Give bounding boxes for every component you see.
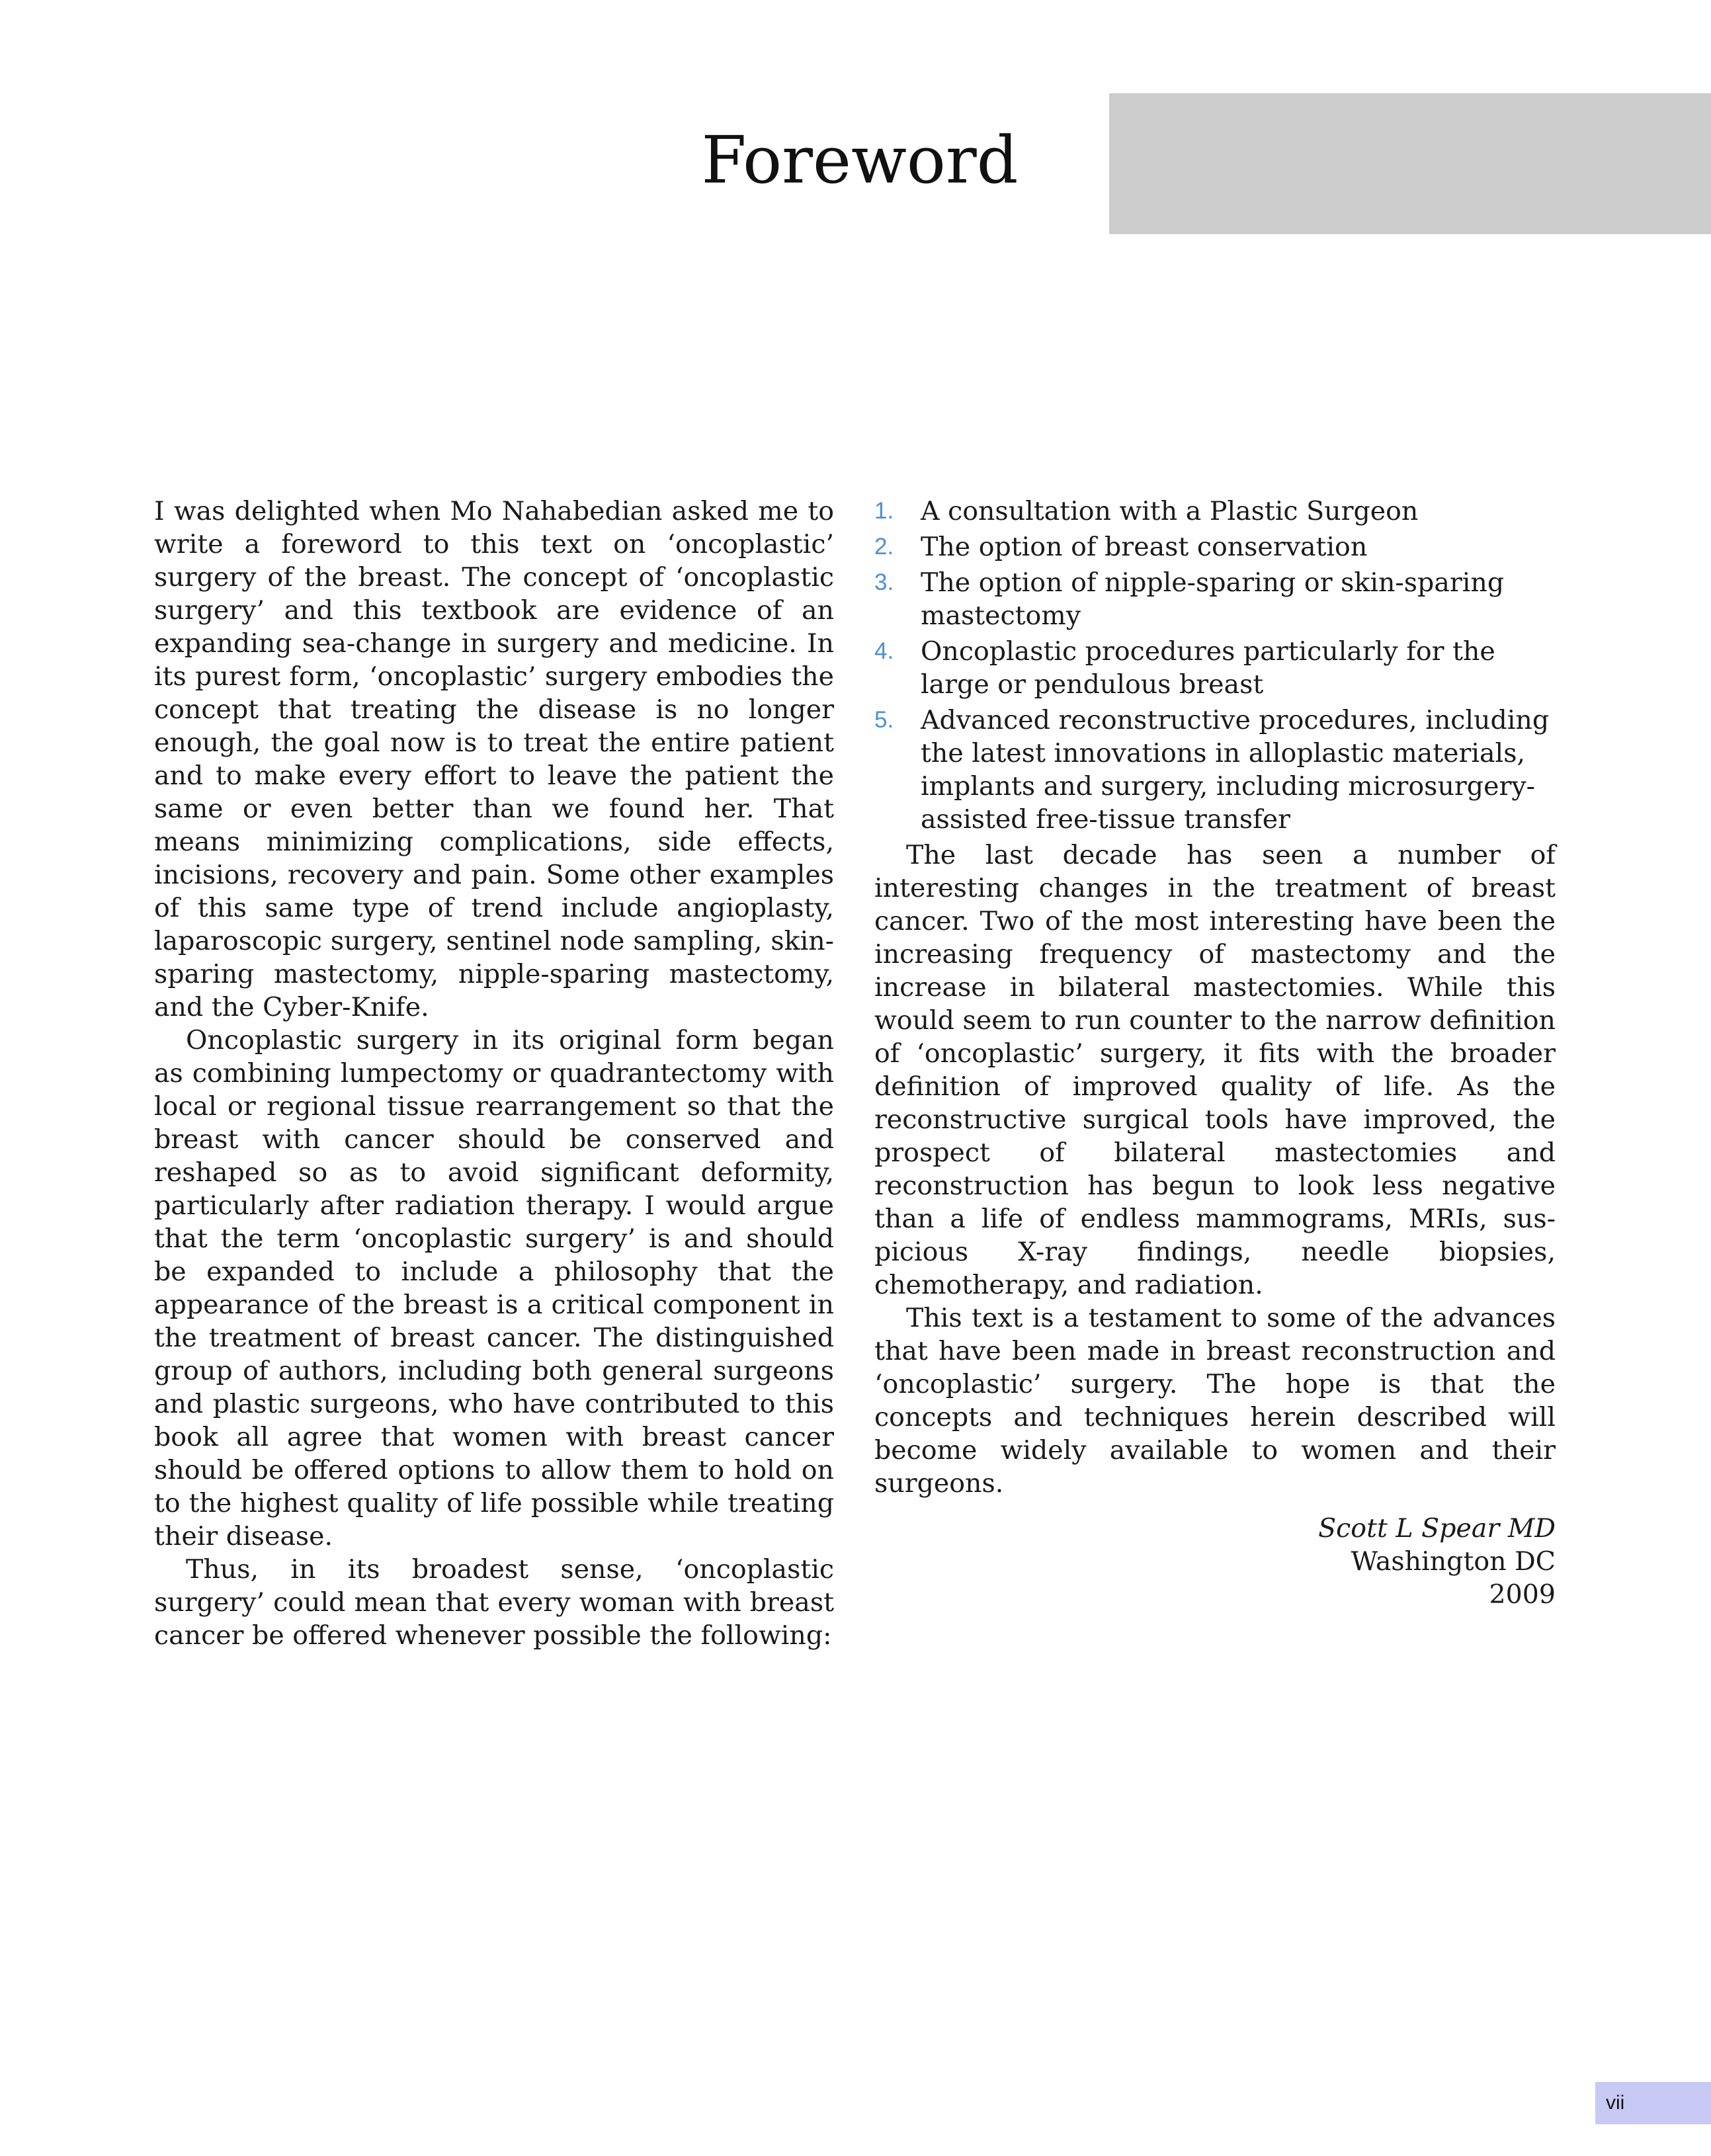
paragraph-last-decade: The last decade has seen a number of interesting changes in the treatment of breast cancer. Two of the most interesting have been the increasing frequency of mastectomy and the increase in bilateral mastectomies. While this would seem to run counter to the narrow definition of ‘oncoplastic’ surgery, it fits with the broader definition of improved quality of life. As the reconstructive surgical tools have improved, the prospect of bilateral mastectomies and reconstruction has begun to look less negative than a life of endless mammograms, MRIs, suspicious X-ray findings, needle biopsies, chemotherapy, and radiation. [874,840,1556,1300]
list-text: Oncoplastic procedures particularly for the large or pendulous breast [921,636,1495,700]
paragraph-oncoplastic-origin: Oncoplastic surgery in its original form began as combining lumpectomy or quadrantectomy with local or regional tissue rearrangement so that the breast with cancer should be conserved and reshaped so as to avoid significant deformity, particularly after radiation therapy. I would argue that the term ‘oncoplastic surgery’ is and should be expanded to include a philosophy that the appearance of the breast is a critical component in the treatment of breast cancer. The distinguished group of authors, including both general surgeons and plastic surgeons, who have contributed to this book all agree that women with breast cancer should be offered options to allow them to hold on to the highest quality of life possible while treating their disease. [154,1025,834,1552]
list-number: 4. [874,638,894,664]
list-number: 2. [874,534,894,560]
paragraph-intro: I was delighted when Mo Nahabedian asked me to write a foreword to this text on ‘oncoplastic’ surgery of the breast. The concept of ‘oncoplastic surgery’ and this textbook are evidence of an expanding sea-change in surgery and medicine. In its purest form, ‘oncoplastic’ surgery embodies the concept that treating the disease is no longer enough, the goal now is to treat the entire patient and to make every effort to leave the patient the same or even better than we found her. That means minimizing complications, side effects, incisions, recovery and pain. Some other examples of this same type of trend include angioplasty, laparoscopic surgery, sentinel node sampling, skin-sparing mastectomy, nipple-sparing mastectomy, and the Cyber-Knife. [154,496,834,1022]
list-item [874,704,1556,836]
list-text: The option of breast conservation [921,532,1368,562]
list-text: A consultation with a Plastic Surgeon [921,496,1419,526]
signoff-year: 2009 [1489,1579,1556,1610]
right-column [874,495,1556,1611]
signoff [874,1512,1556,1611]
list-number: 3. [874,569,894,595]
list-text: Advanced reconstructive procedures, including the latest innovations in alloplastic materials, implants and surgery, including microsurgery-assisted free-tissue transfer [921,705,1550,835]
left-column [154,495,834,1652]
signoff-location: Washington DC [1351,1546,1556,1577]
list-item [874,635,1556,701]
page-title: Foreword [701,123,1019,198]
list-item [874,495,1556,528]
list-number: 1. [874,498,894,524]
list-text: The option of nipple-sparing or skin-sparing mastectomy [921,567,1505,631]
options-list [874,495,1556,836]
page-number: vii [1595,2082,1711,2124]
list-item [874,566,1556,632]
header-decorative-block [1109,93,1711,234]
list-number: 5. [874,707,894,733]
paragraph-broadest-sense: Thus, in its broadest sense, ‘oncoplastic surgery’ could mean that every woman with breast cancer be offered whenever possible the following: [154,1554,834,1651]
list-item [874,530,1556,563]
paragraph-testament: This text is a testament to some of the advances that have been made in breast reconstruction and ‘oncoplastic’ surgery. The hope is that the concepts and techniques herein described will become widely available to women and their surgeons. [874,1303,1556,1499]
signoff-author: Scott L Spear MD [1318,1513,1556,1544]
